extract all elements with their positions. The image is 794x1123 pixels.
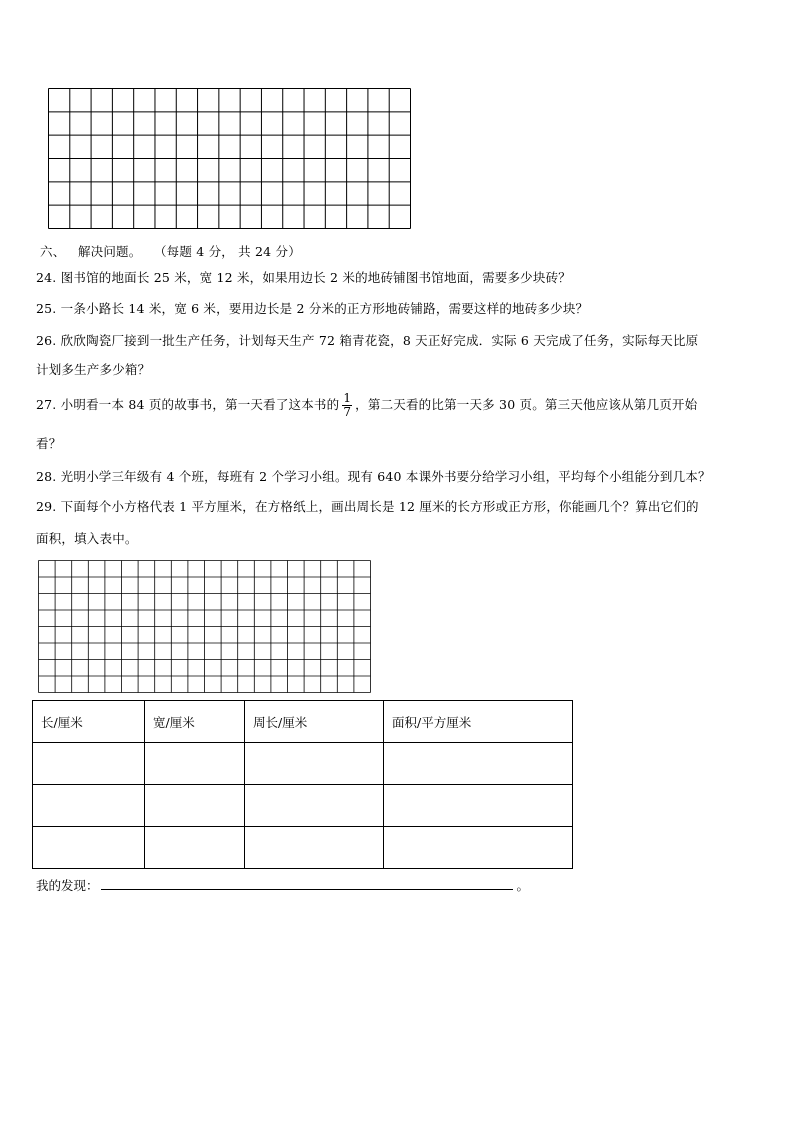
table-cell[interactable]	[33, 743, 145, 785]
section-title: 解决问题。	[77, 244, 142, 259]
question-text: 光明小学三年级有 4 个班，每班有 2 个学习小组。现有 640 本课外书要分给学习小组，平均每个小组能分到几本？	[60, 469, 711, 484]
table-cell[interactable]	[33, 827, 145, 869]
question-number: 27.	[36, 397, 57, 412]
fraction-numerator: 1	[343, 391, 352, 405]
header-width: 宽/厘米	[145, 701, 245, 743]
table-row	[33, 785, 573, 827]
header-area: 面积/平方厘米	[384, 701, 573, 743]
question-text: 面积，填入表中。	[36, 531, 138, 546]
table-row	[33, 743, 573, 785]
question-text: 看？	[36, 436, 62, 451]
header-length: 长/厘米	[33, 701, 145, 743]
table-cell[interactable]	[145, 785, 245, 827]
finding-end: 。	[516, 878, 530, 893]
fraction-denominator: 7	[343, 405, 352, 419]
my-finding	[36, 877, 529, 894]
section-points: （每题 4 分， 共 24 分）	[153, 244, 301, 259]
question-number: 26.	[36, 333, 57, 348]
table-cell[interactable]	[245, 827, 384, 869]
question-text: ，第二天看的比第一天多 30 页。第三天他应该从第几页开始	[355, 397, 698, 412]
section-number: 六、	[40, 244, 66, 259]
top-grid-paper	[48, 88, 412, 230]
question-27	[36, 390, 697, 420]
question-text: 一条小路长 14 米，宽 6 米，要用边长是 2 分米的正方形地砖铺路，需要这样的地砖多少块？	[60, 301, 589, 316]
question-26-continued	[36, 362, 150, 378]
finding-label: 我的发现：	[36, 878, 99, 893]
question-26	[36, 333, 698, 349]
question-29	[36, 499, 699, 515]
question-text: 计划多生产多少箱？	[36, 362, 151, 377]
question-28	[36, 469, 711, 485]
question-text: 下面每个小方格代表 1 平方厘米，在方格纸上，画出周长是 12 厘米的长方形或正方形，你能画几个？算出它们的	[60, 499, 699, 514]
table-cell[interactable]	[384, 827, 573, 869]
table-cell[interactable]	[145, 743, 245, 785]
question-24	[36, 270, 571, 286]
question-number: 25.	[36, 301, 57, 316]
question-text: 图书馆的地面长 25 米，宽 12 米，如果用边长 2 米的地砖铺图书馆地面，需要多少块砖？	[60, 270, 571, 285]
question-25	[36, 301, 588, 317]
table-cell[interactable]	[245, 785, 384, 827]
question-number: 28.	[36, 469, 57, 484]
square-grid-paper	[38, 560, 372, 694]
finding-answer-line[interactable]	[101, 877, 513, 890]
question-text: 欣欣陶瓷厂接到一批生产任务，计划每天生产 72 箱青花瓷，8 天正好完成．实际 6 天完成了任务，实际每天比原	[60, 333, 699, 348]
answer-table	[32, 700, 573, 869]
table-cell[interactable]	[145, 827, 245, 869]
question-text: 小明看一本 84 页的故事书，第一天看了这本书的	[60, 397, 340, 412]
question-number: 24.	[36, 270, 57, 285]
section-heading	[40, 244, 301, 260]
table-cell[interactable]	[245, 743, 384, 785]
question-number: 29.	[36, 499, 57, 514]
table-cell[interactable]	[384, 785, 573, 827]
question-27-continued	[36, 436, 61, 452]
table-cell[interactable]	[384, 743, 573, 785]
table-header-row	[33, 701, 573, 743]
header-perimeter: 周长/厘米	[245, 701, 384, 743]
question-29-continued	[36, 531, 138, 547]
table-cell[interactable]	[33, 785, 145, 827]
fraction-one-seventh	[342, 392, 352, 419]
table-row	[33, 827, 573, 869]
